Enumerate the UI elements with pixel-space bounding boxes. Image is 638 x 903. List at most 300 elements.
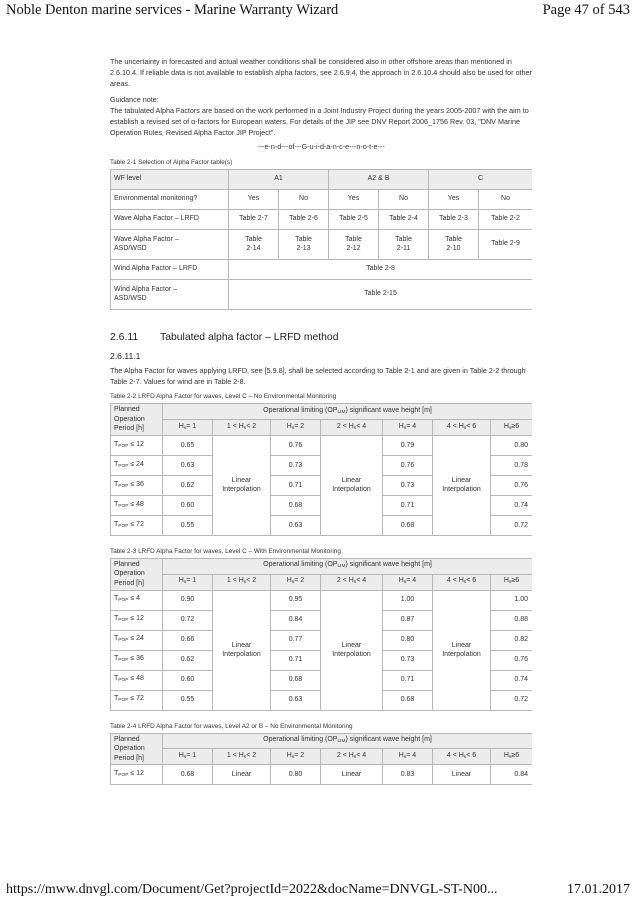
t-subscript: POP (118, 523, 129, 529)
cell-word: Table (345, 235, 362, 243)
period-cell (111, 475, 163, 495)
h-subscript: s (243, 580, 247, 586)
period-value: ≤ 48 (130, 500, 144, 508)
h-symbol: H (286, 752, 292, 760)
h-symbol: H (503, 752, 509, 760)
t-symbol: T (114, 635, 119, 643)
table-row (111, 749, 533, 765)
op-text: < 4 (356, 752, 367, 760)
op-text: = 4 (406, 422, 417, 430)
h-subscript: s (353, 425, 357, 431)
column-header (491, 574, 533, 590)
alpha-value: 0.66 (163, 630, 213, 650)
op-text: 4 < (446, 577, 459, 585)
cell: Table 2-2 (479, 209, 532, 229)
column-header (433, 574, 491, 590)
alpha-value: 0.76 (271, 435, 321, 455)
table-row (111, 279, 533, 309)
t-subscript: POP (118, 483, 129, 489)
alpha-value: 0.71 (271, 650, 321, 670)
alpha-value: 0.60 (163, 670, 213, 690)
alpha-value: 0.71 (383, 670, 433, 690)
alpha-value: 0.84 (491, 765, 533, 785)
guidance-label: Guidance note: (110, 94, 159, 104)
column-header (383, 749, 433, 765)
h-symbol: H (348, 752, 354, 760)
t-subscript: POP (118, 503, 129, 509)
column-header (321, 419, 383, 435)
table-row (111, 435, 533, 455)
alpha-value: 0.71 (271, 475, 321, 495)
header-line: Planned (114, 560, 140, 568)
table-2-3-caption: Table 2-3 LRFD Alpha Factor for waves, Level C – With Environmental Monitoring (110, 547, 341, 555)
table-row (111, 733, 533, 749)
column-header (163, 419, 213, 435)
header-line: Planned (114, 406, 140, 414)
op-subscript: LIM (337, 409, 346, 415)
period-value: ≤ 72 (130, 695, 144, 703)
h-subscript: s (403, 425, 407, 431)
h-subscript: s (353, 580, 357, 586)
op-suffix: ) significant wave height [m] (345, 561, 432, 569)
cell: No (279, 189, 329, 209)
alpha-value: 0.84 (271, 610, 321, 630)
header-line: Operation (114, 745, 145, 753)
planned-period-header (111, 404, 163, 436)
alpha-value: 0.73 (383, 475, 433, 495)
header-line: Period [h] (114, 754, 144, 762)
footer-date: 17.01.2017 (567, 882, 630, 897)
table-row (111, 229, 533, 259)
column-header (213, 419, 271, 435)
table-2-1-caption: Table 2-1 Selection of Alpha Factor table(s) (110, 158, 233, 166)
period-cell (111, 435, 163, 455)
page-header-title: Noble Denton marine services - Marine Warranty Wizard (6, 2, 339, 18)
column-header (433, 419, 491, 435)
period-cell (111, 690, 163, 710)
cell: No (379, 189, 429, 209)
interpolation-text: Interpolation (442, 486, 481, 494)
t-subscript: POP (118, 443, 129, 449)
t-symbol: T (114, 460, 119, 468)
alpha-value: 0.88 (491, 610, 533, 630)
op-text: = 2 (294, 752, 305, 760)
cell-word: Table (295, 235, 312, 243)
t-symbol: T (114, 695, 119, 703)
op-text: ≥6 (511, 752, 520, 760)
h-subscript: s (403, 580, 407, 586)
label-line: Wave Alpha Factor – (114, 235, 179, 243)
linear-interpolation-cell (213, 765, 271, 785)
interpolation-text: Interpolation (332, 486, 371, 494)
op-text: 4 < (446, 422, 459, 430)
column-header (321, 749, 383, 765)
h-subscript: s (291, 425, 295, 431)
column-header (433, 749, 491, 765)
cell (429, 229, 479, 259)
column-header (163, 749, 213, 765)
h-symbol: H (398, 422, 404, 430)
column-header (491, 749, 533, 765)
alpha-value: 0.80 (491, 435, 533, 455)
linear-interpolation-cell (213, 435, 271, 535)
alpha-value: 0.78 (491, 455, 533, 475)
linear-text: Linear (231, 476, 252, 484)
h-subscript: s (508, 425, 512, 431)
op-prefix: Operational limiting (OP (263, 561, 338, 569)
wind-asd-label (111, 279, 229, 309)
h-subscript: s (291, 755, 295, 761)
interpolation-text: Interpolation (332, 651, 371, 659)
table-row (111, 419, 533, 435)
op-text: = 4 (406, 577, 417, 585)
level-a2b: A2 & B (329, 169, 429, 189)
alpha-value: 0.76 (383, 455, 433, 475)
h-symbol: H (348, 422, 354, 430)
h-symbol: H (238, 752, 244, 760)
op-text: 4 < (446, 752, 459, 760)
guidance-text: The tabulated Alpha Factors are based on the work performed in a Joint Industry Project during the years 2005-2007 with the aim to establish a revised set of α-factors for European waters. For details of the JIP see DNV Report 2006_1756 Rev. 03, "DNV Marine Operation Rules, Revised Alpha Factor JIP Project". (110, 105, 529, 138)
t-subscript: POP (118, 773, 129, 779)
t-subscript: POP (118, 463, 129, 469)
header-line: Operation (114, 415, 145, 423)
alpha-value: 0.63 (163, 455, 213, 475)
t-symbol: T (114, 595, 119, 603)
period-cell (111, 515, 163, 535)
env-monitoring-label: Environmental monitoring? (111, 189, 229, 209)
table-row (111, 558, 533, 574)
op-text: < 2 (246, 752, 257, 760)
column-header (213, 574, 271, 590)
alpha-value: 0.76 (491, 650, 533, 670)
cell: Table 2-8 (229, 259, 533, 279)
h-symbol: H (286, 422, 292, 430)
op-suffix: ) significant wave height [m] (345, 736, 432, 744)
op-text: < 2 (246, 422, 257, 430)
t-subscript: POP (118, 658, 129, 664)
period-cell (111, 765, 163, 785)
t-subscript: POP (118, 598, 129, 604)
linear-text: Linear (341, 771, 362, 779)
cell: Table 2-15 (229, 279, 533, 309)
op-text: 2 < (336, 422, 349, 430)
period-value: ≤ 36 (130, 480, 144, 488)
op-text: < 6 (466, 752, 477, 760)
t-symbol: T (114, 500, 119, 508)
op-text: = 1 (186, 752, 197, 760)
h-symbol: H (178, 577, 184, 585)
alpha-value: 0.63 (271, 515, 321, 535)
period-cell (111, 630, 163, 650)
cell-num: 2-12 (346, 245, 361, 253)
alpha-value: 0.79 (383, 435, 433, 455)
op-lim-header (163, 404, 533, 420)
alpha-value: 0.76 (491, 475, 533, 495)
t-symbol: T (114, 615, 119, 623)
op-text: 1 < (226, 577, 239, 585)
alpha-value: 0.72 (491, 515, 533, 535)
t-subscript: POP (118, 678, 129, 684)
wave-lrfd-label: Wave Alpha Factor – LRFD (111, 209, 229, 229)
h-symbol: H (503, 577, 509, 585)
h-symbol: H (398, 577, 404, 585)
table-2-1 (110, 169, 532, 310)
header-line: Period [h] (114, 580, 144, 587)
alpha-value: 0.65 (163, 435, 213, 455)
h-subscript: s (403, 755, 407, 761)
linear-interpolation-cell (433, 765, 491, 785)
alpha-value: 0.68 (383, 690, 433, 710)
header-line: Operation (114, 570, 145, 578)
linear-interpolation-cell (433, 590, 491, 710)
cell: Yes (329, 189, 379, 209)
h-symbol: H (458, 577, 464, 585)
alpha-value: 1.00 (491, 590, 533, 610)
table-row (111, 765, 533, 785)
period-cell (111, 610, 163, 630)
alpha-value: 0.68 (271, 670, 321, 690)
t-symbol: T (114, 655, 119, 663)
cell: Yes (429, 189, 479, 209)
op-text: = 2 (294, 422, 305, 430)
table-row (111, 404, 533, 420)
column-header (491, 419, 533, 435)
header-line: Period [h] (114, 425, 144, 433)
column-header (271, 574, 321, 590)
op-text: 1 < (226, 422, 239, 430)
column-header (383, 419, 433, 435)
alpha-value: 0.90 (163, 590, 213, 610)
t-subscript: POP (118, 698, 129, 704)
cell-num: 2-10 (446, 245, 461, 253)
cell: Table 2-7 (229, 209, 279, 229)
h-symbol: H (238, 577, 244, 585)
alpha-value: 0.62 (163, 650, 213, 670)
column-header (271, 419, 321, 435)
op-lim-header (163, 558, 533, 574)
column-header (213, 749, 271, 765)
cell-num: 2-13 (296, 245, 311, 253)
alpha-value: 0.72 (163, 610, 213, 630)
op-text: 2 < (336, 577, 349, 585)
period-value: ≤ 4 (130, 595, 141, 603)
t-symbol: T (114, 770, 119, 778)
section-number: 2.6.11 (110, 331, 139, 343)
op-text: < 6 (466, 422, 477, 430)
alpha-value: 0.80 (271, 765, 321, 785)
h-subscript: s (463, 755, 467, 761)
linear-text: Linear (231, 771, 252, 779)
alpha-value: 0.74 (491, 495, 533, 515)
t-symbol: T (114, 675, 119, 683)
linear-interpolation-cell (213, 590, 271, 710)
op-text: ≥6 (511, 422, 520, 430)
column-header (321, 574, 383, 590)
section-heading (110, 332, 532, 343)
guidance-end-marker: ---e-n-d---of---G-u-i-d-a-n-c-e---n-o-t-e--- (257, 142, 385, 152)
cell-word: Table (245, 235, 262, 243)
cell-num: 2-11 (396, 245, 411, 253)
t-symbol: T (114, 480, 119, 488)
period-value: ≤ 12 (130, 770, 144, 778)
alpha-value: 0.55 (163, 515, 213, 535)
linear-interpolation-cell (321, 765, 383, 785)
op-text: = 1 (186, 422, 197, 430)
period-value: ≤ 24 (130, 635, 144, 643)
cell: Table 2-9 (479, 229, 532, 259)
column-header (163, 574, 213, 590)
period-cell (111, 495, 163, 515)
cell: Table 2-4 (379, 209, 429, 229)
intro-paragraph: The uncertainty in forecasted and actual weather conditions shall be considered also in other offshore areas than mentioned in 2.6.10.4. If reliable data is not available to establish alpha factors, see 2.6.9.4, the approach in 2.6.10.4 should also be used for other areas. (110, 57, 532, 89)
h-subscript: s (291, 580, 295, 586)
alpha-value: 0.82 (491, 630, 533, 650)
op-suffix: ) significant wave height [m] (345, 406, 432, 414)
header-line: Planned (114, 735, 140, 743)
interpolation-text: Interpolation (222, 651, 261, 659)
wf-level-label: WF level (111, 169, 229, 189)
h-symbol: H (178, 422, 184, 430)
cell (229, 229, 279, 259)
op-prefix: Operational limiting (OP (263, 736, 338, 744)
h-subscript: s (508, 755, 512, 761)
h-symbol: H (286, 577, 292, 585)
table-row (111, 259, 533, 279)
column-header (271, 749, 321, 765)
alpha-value: 0.68 (383, 515, 433, 535)
h-subscript: s (183, 425, 187, 431)
op-text: 1 < (226, 752, 239, 760)
alpha-value: 0.62 (163, 475, 213, 495)
cell (329, 229, 379, 259)
op-text: = 2 (294, 577, 305, 585)
op-subscript: LIM (337, 564, 346, 570)
label-line: Wind Alpha Factor – (114, 285, 178, 293)
table-row (111, 209, 533, 229)
table-2-2 (110, 403, 532, 536)
section-paragraph: The Alpha Factor for waves applying LRFD, see [5.9.8], shall be selected according to Table 2-1 and are given in Table 2-2 through Table 2-7. Values for wind are in Table 2-8. (110, 365, 526, 386)
op-prefix: Operational limiting (OP (263, 406, 338, 414)
alpha-value: 0.68 (163, 765, 213, 785)
alpha-value: 0.80 (383, 630, 433, 650)
cell: Table 2-6 (279, 209, 329, 229)
op-text: ≥6 (511, 577, 520, 585)
t-subscript: POP (118, 618, 129, 624)
h-subscript: s (463, 580, 467, 586)
alpha-value: 1.00 (383, 590, 433, 610)
interpolation-text: Interpolation (442, 651, 481, 659)
h-subscript: s (183, 755, 187, 761)
h-subscript: s (508, 580, 512, 586)
linear-text: Linear (451, 476, 472, 484)
alpha-value: 0.72 (491, 690, 533, 710)
period-value: ≤ 24 (130, 460, 144, 468)
h-symbol: H (458, 752, 464, 760)
op-text: < 4 (356, 422, 367, 430)
cell: No (479, 189, 532, 209)
level-a1: A1 (229, 169, 329, 189)
table-2-4 (110, 733, 532, 786)
planned-period-header (111, 733, 163, 765)
t-symbol: T (114, 440, 119, 448)
period-value: ≤ 72 (130, 520, 144, 528)
table-row (111, 590, 533, 610)
table-row (111, 574, 533, 590)
op-text: 2 < (336, 752, 349, 760)
section-title: Tabulated alpha factor – LRFD method (160, 331, 339, 343)
h-subscript: s (353, 755, 357, 761)
table-2-4-caption: Table 2-4 LRFD Alpha Factor for waves, Level A2 or B – No Environmental Monitoring (110, 722, 353, 730)
alpha-value: 0.55 (163, 690, 213, 710)
cell-num: 2-14 (246, 245, 261, 253)
cell: Table 2-5 (329, 209, 379, 229)
cell-word: Table (445, 235, 462, 243)
linear-text: Linear (451, 641, 472, 649)
alpha-value: 0.77 (271, 630, 321, 650)
period-value: ≤ 12 (130, 440, 144, 448)
alpha-value: 0.68 (271, 495, 321, 515)
label-line: ASD/WSD (114, 295, 147, 303)
h-symbol: H (503, 422, 509, 430)
h-subscript: s (463, 425, 467, 431)
h-subscript: s (183, 580, 187, 586)
alpha-value: 0.73 (383, 650, 433, 670)
table-row (111, 169, 533, 189)
cell: Table 2-3 (429, 209, 479, 229)
period-value: ≤ 48 (130, 675, 144, 683)
h-subscript: s (243, 425, 247, 431)
wind-lrfd-label: Wind Alpha Factor – LRFD (111, 259, 229, 279)
alpha-value: 0.95 (271, 590, 321, 610)
h-symbol: H (458, 422, 464, 430)
op-lim-header (163, 733, 533, 749)
table-2-2-caption: Table 2-2 LRFD Alpha Factor for waves, Level C – No Environmental Monitoring (110, 393, 337, 401)
period-cell (111, 650, 163, 670)
h-subscript: s (243, 755, 247, 761)
planned-period-header (111, 558, 163, 590)
table-2-3 (110, 558, 532, 711)
linear-text: Linear (341, 476, 362, 484)
column-header (383, 574, 433, 590)
op-text: = 1 (186, 577, 197, 585)
cell: Yes (229, 189, 279, 209)
h-symbol: H (178, 752, 184, 760)
table-row (111, 189, 533, 209)
linear-interpolation-cell (433, 435, 491, 535)
h-symbol: H (398, 752, 404, 760)
alpha-value: 0.73 (271, 455, 321, 475)
alpha-value: 0.63 (271, 690, 321, 710)
alpha-value: 0.83 (383, 765, 433, 785)
linear-interpolation-cell (321, 590, 383, 710)
op-text: < 6 (466, 577, 477, 585)
cell (279, 229, 329, 259)
footer-url: https://mww.dnvgl.com/Document/Get?projectId=2022&docName=DNVGL-ST-N00... (6, 882, 498, 897)
linear-text: Linear (451, 771, 472, 779)
cell-word: Table (395, 235, 412, 243)
level-c: C (429, 169, 532, 189)
h-symbol: H (238, 422, 244, 430)
t-subscript: POP (118, 638, 129, 644)
subsection-number: 2.6.11.1 (110, 350, 141, 361)
label-line: ASD/WSD (114, 245, 147, 253)
period-value: ≤ 12 (130, 615, 144, 623)
alpha-value: 0.74 (491, 670, 533, 690)
linear-text: Linear (231, 641, 252, 649)
op-text: < 4 (356, 577, 367, 585)
period-cell (111, 590, 163, 610)
op-subscript: LIM (337, 739, 346, 745)
